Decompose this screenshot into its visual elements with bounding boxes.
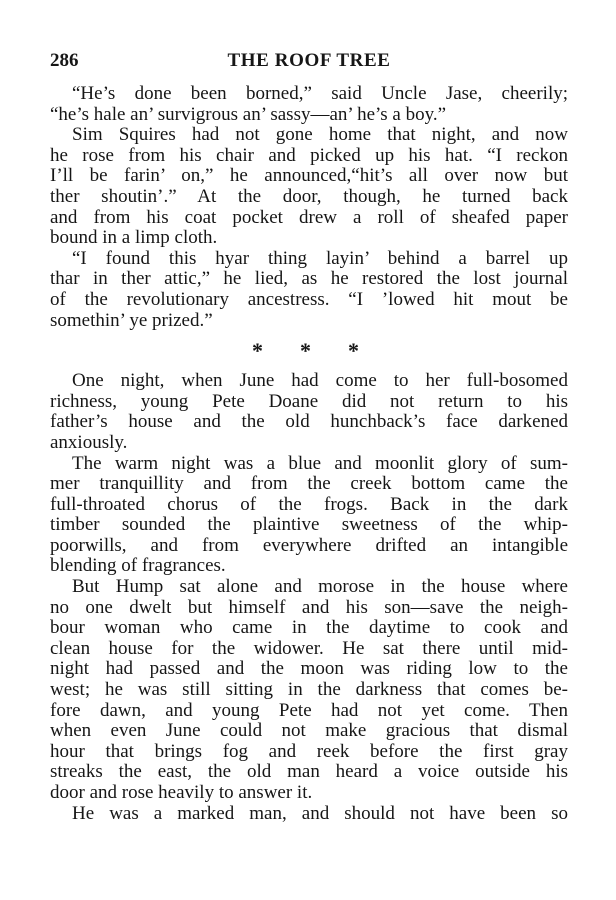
- text-line: “he’s hale an’ survigrous an’ sassy—an’ he’s a boy.”: [50, 104, 447, 125]
- section-one: [50, 84, 568, 331]
- text-line: streaks the east, the old man heard a voice outside his: [50, 762, 568, 783]
- text-line: clean house for the widower. He sat there until mid-: [50, 638, 568, 659]
- text-line: blending of fragrances.: [50, 556, 226, 577]
- text-line: full-throated chorus of the frogs. Back in the dark: [50, 494, 568, 515]
- section-break-asterisk: *: [348, 338, 359, 364]
- text-line: One night, when June had come to her full-bosomed: [72, 371, 568, 392]
- text-line: mer tranquillity and from the creek bottom came the: [50, 474, 568, 495]
- text-line: The warm night was a blue and moonlit glory of sum-: [72, 453, 568, 474]
- section-break-asterisk: *: [300, 338, 311, 364]
- text-line: richness, young Pete Doane did not return to his: [50, 391, 568, 412]
- text-line: fore dawn, and young Pete had not yet come. Then: [50, 700, 568, 721]
- text-line: He was a marked man, and should not have been so: [72, 803, 568, 824]
- text-line: poorwills, and from everywhere drifted an intangible: [50, 535, 568, 556]
- running-title: THE ROOF TREE: [227, 50, 391, 71]
- text-line: But Hump sat alone and morose in the house where: [72, 577, 568, 598]
- text-line: west; he was still sitting in the darkness that comes be-: [50, 680, 568, 701]
- text-line: timber sounded the plaintive sweetness of the whip-: [50, 515, 568, 536]
- text-line: thar in ther attic,” he lied, as he restored the lost journal: [50, 269, 568, 290]
- text-line: Sim Squires had not gone home that night, and now: [72, 125, 568, 146]
- text-line: father’s house and the old hunchback’s face darkened: [50, 412, 568, 433]
- book-page: [50, 50, 568, 824]
- text-line: bound in a limp cloth.: [50, 228, 218, 249]
- text-line: bour woman who came in the daytime to cook and: [50, 618, 568, 639]
- text-line: when even June could not make gracious that dismal: [50, 721, 568, 742]
- text-line: “He’s done been borned,” said Uncle Jase, cheerily;: [72, 84, 568, 104]
- text-line: he rose from his chair and picked up his hat. “I reckon: [50, 145, 568, 166]
- text-line: and from his coat pocket drew a roll of sheafed paper: [50, 207, 568, 228]
- text-line: night had passed and the moon was riding low to the: [50, 659, 568, 680]
- text-line: I’ll be farin’ on,” he announced,“hit’s all over now but: [50, 166, 568, 187]
- page-number: 286: [50, 50, 79, 71]
- text-line: “I found this hyar thing layin’ behind a barrel up: [72, 248, 568, 269]
- page-header: [50, 50, 568, 76]
- body-text: [50, 84, 568, 824]
- text-line: hour that brings fog and reek before the first gray: [50, 741, 568, 762]
- section-break-asterisk: *: [252, 338, 263, 364]
- text-line: anxiously.: [50, 432, 128, 453]
- text-line: ther shoutin’.” At the door, though, he turned back: [50, 186, 568, 207]
- text-line: of the revolutionary ancestress. “I ’lowed hit mout be: [50, 289, 568, 310]
- text-line: door and rose heavily to answer it.: [50, 783, 313, 803]
- section-two: [50, 371, 568, 824]
- section-break: [50, 331, 568, 371]
- text-line: somethin’ ye prized.”: [50, 310, 213, 331]
- text-line: no one dwelt but himself and his son—save the neigh-: [50, 597, 568, 618]
